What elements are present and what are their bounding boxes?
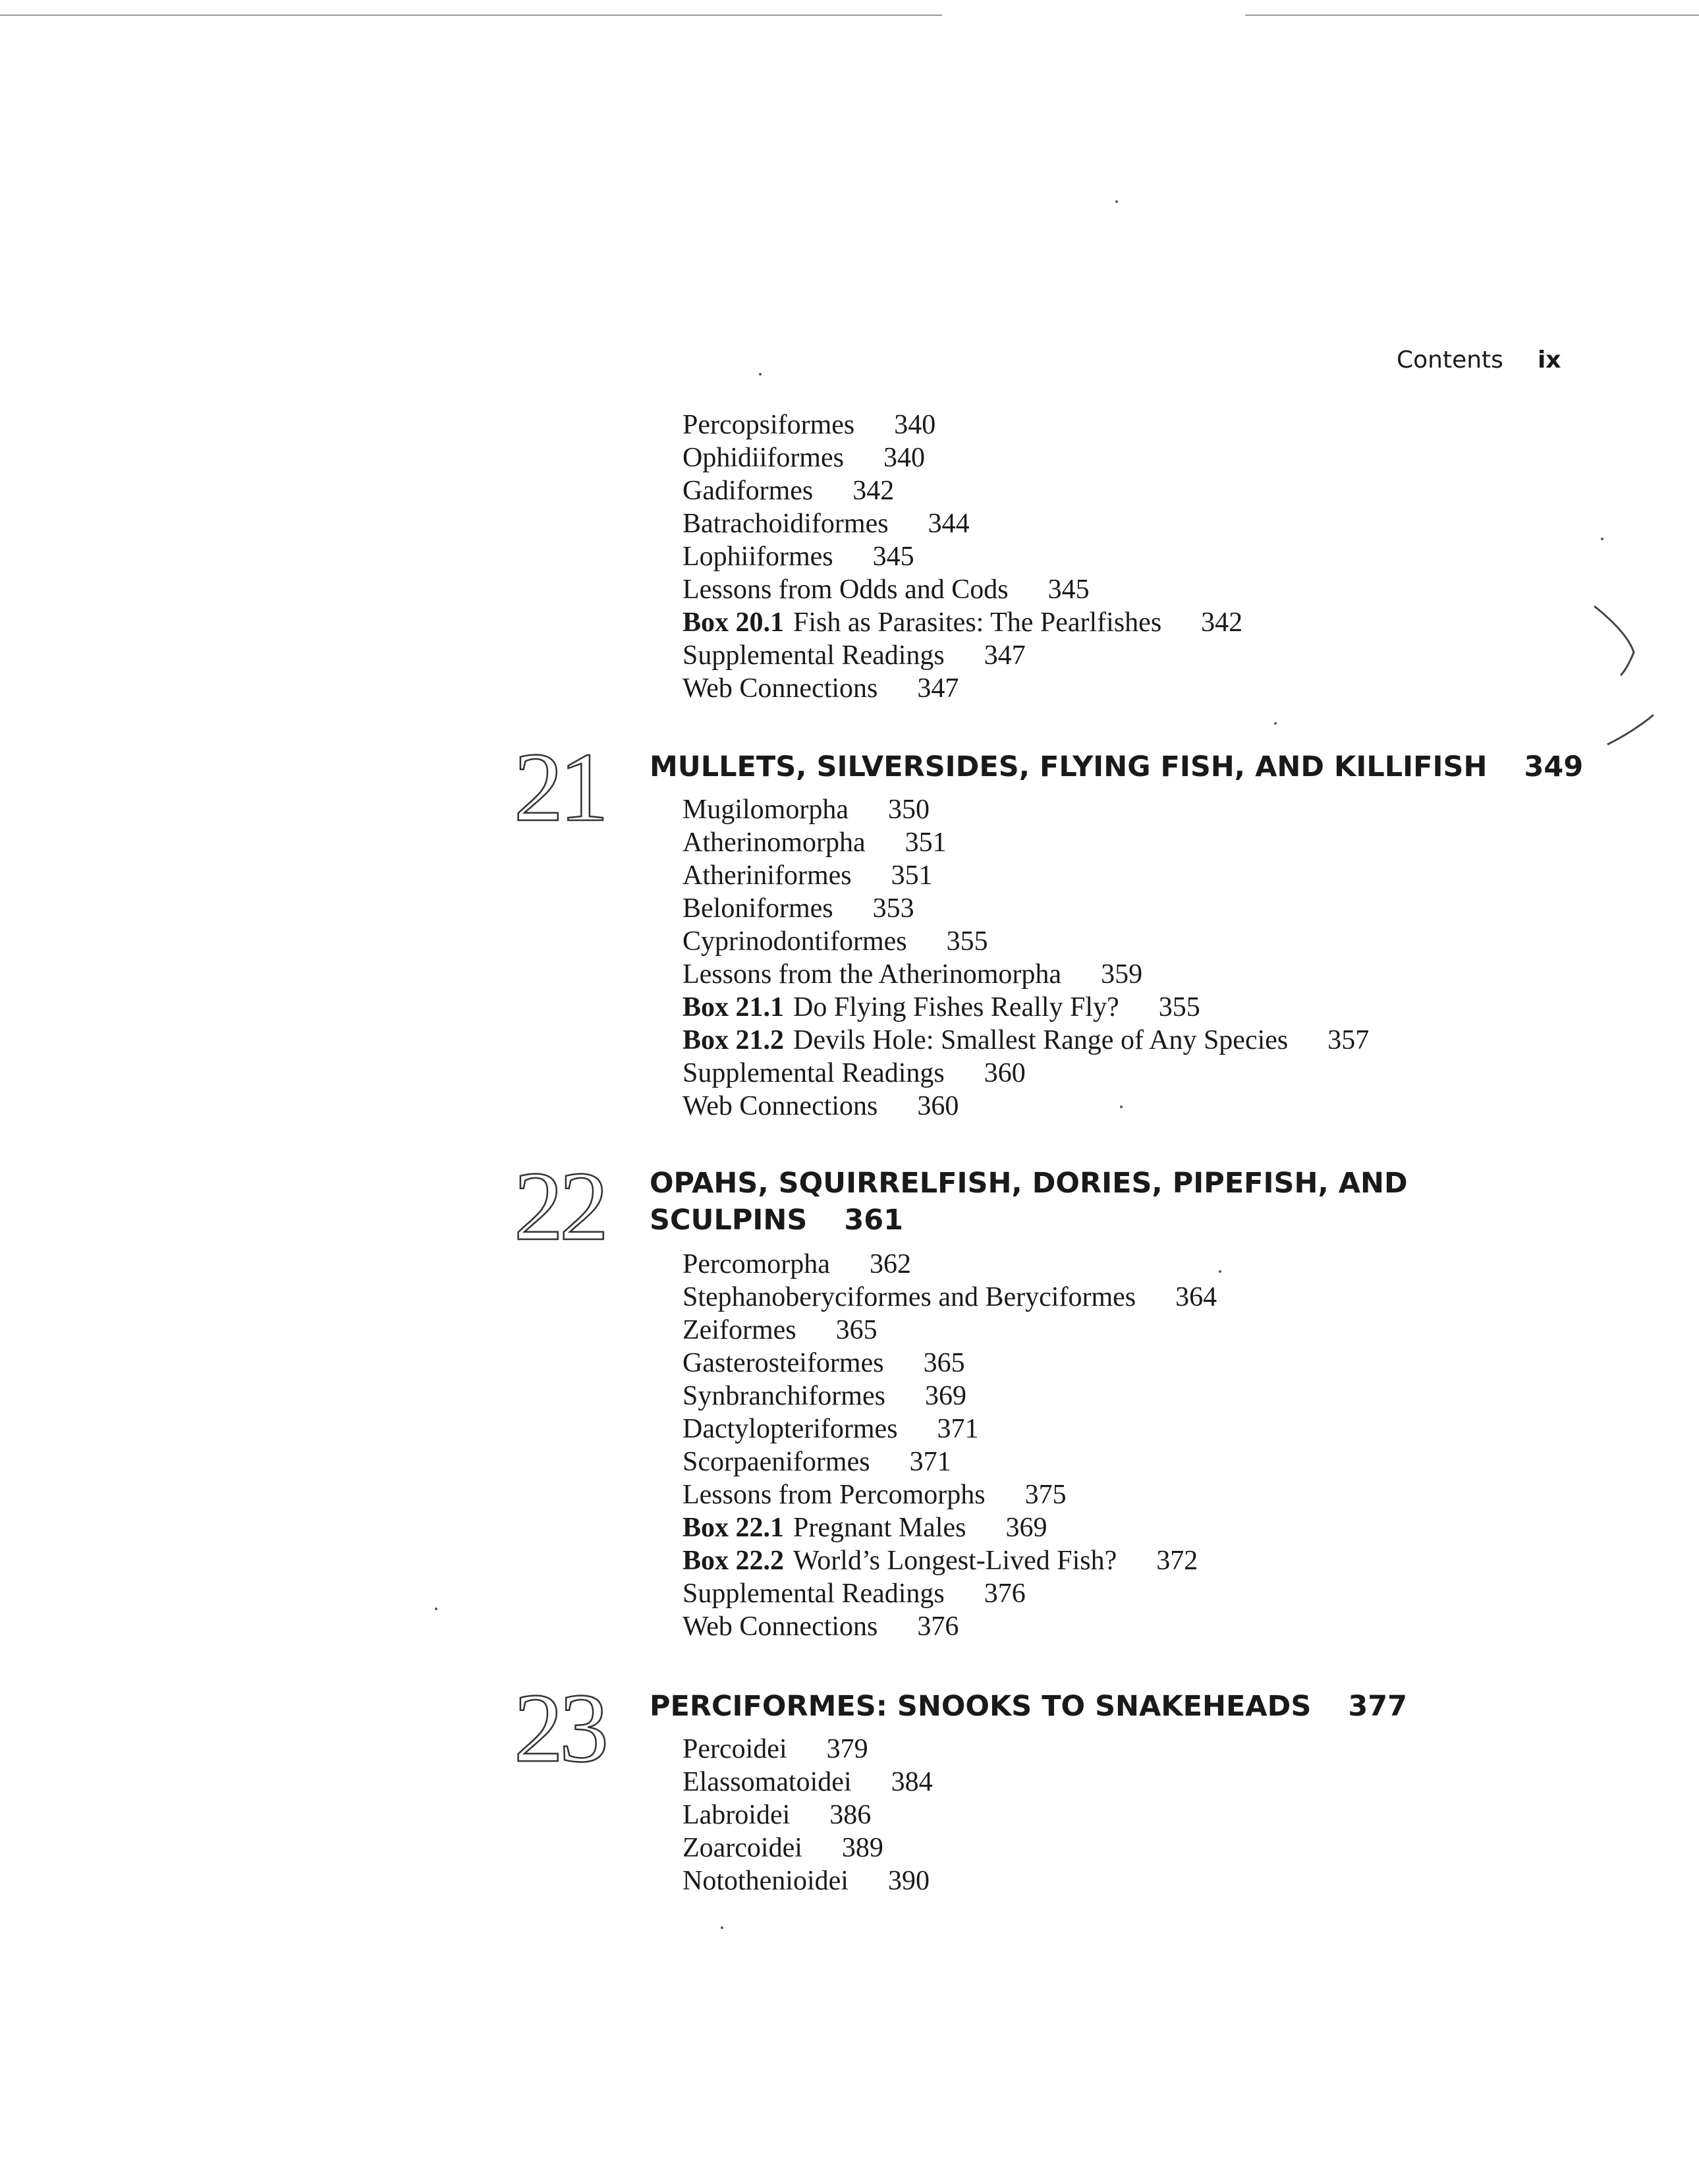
toc-entry: [682, 1864, 933, 1897]
chapter-title-line: OPAHS, SQUIRRELFISH, DORIES, PIPEFISH, AND: [650, 1167, 1408, 1200]
box-label: Box 20.1: [682, 607, 785, 638]
toc-entry: [682, 1577, 1217, 1610]
entry-title: Percoidei: [682, 1734, 787, 1764]
toc-entry: [682, 573, 1242, 606]
entry-page: 375: [1024, 1480, 1067, 1510]
scan-speck: [435, 1608, 437, 1610]
toc-entry: [682, 1248, 1217, 1281]
toc-entry: [682, 1478, 1217, 1511]
toc-entry: [682, 892, 1369, 925]
chapter-title-line: MULLETS, SILVERSIDES, FLYING FISH, AND KILLIFISH: [650, 750, 1488, 783]
entry-page: 340: [883, 443, 925, 473]
toc-entry: [682, 507, 1242, 540]
scan-speck: [1115, 200, 1118, 203]
scan-speck: [1274, 722, 1277, 725]
entry-title: Stephanoberyciformes and Beryciformes: [682, 1282, 1136, 1312]
entry-page: 372: [1156, 1546, 1198, 1576]
toc-entry: [682, 474, 1242, 507]
entry-title: Devils Hole: Smallest Range of Any Species: [793, 1025, 1289, 1055]
entry-title: Pregnant Males: [793, 1513, 966, 1543]
scan-speck: [721, 1926, 723, 1929]
entry-page: 371: [937, 1414, 979, 1444]
page-number: ix: [1537, 347, 1561, 374]
entry-page: 389: [841, 1833, 883, 1863]
box-label: Box 22.1: [682, 1513, 785, 1543]
pencil-mark: [1574, 593, 1667, 764]
entry-page: 355: [1158, 992, 1200, 1022]
entry-title: Lophiiformes: [682, 542, 833, 572]
entry-page: 351: [905, 827, 947, 858]
entry-title: Percomorpha: [682, 1249, 830, 1279]
entry-page: 386: [829, 1800, 872, 1830]
scan-top-rule: [1245, 14, 1699, 16]
box-label: Box 21.1: [682, 992, 785, 1022]
entry-title: Scorpaeniformes: [682, 1447, 870, 1477]
entry-page: 344: [928, 509, 970, 539]
entry-page: 369: [1005, 1513, 1047, 1543]
toc-entry: [682, 1799, 933, 1832]
entry-title: Supplemental Readings: [682, 1579, 945, 1609]
entry-page: 345: [1047, 574, 1090, 605]
toc-entry: [682, 441, 1242, 474]
entry-title: Beloniformes: [682, 893, 833, 924]
toc-entry: [682, 1413, 1217, 1445]
toc-entry: [682, 1347, 1217, 1380]
chapter-page: 377: [1348, 1690, 1408, 1723]
entry-title: Supplemental Readings: [682, 1058, 945, 1088]
toc-box-entry: [682, 1024, 1369, 1057]
chapter-title: [650, 1688, 1407, 1725]
toc-entry: [682, 672, 1242, 705]
entry-title: Percopsiformes: [682, 410, 855, 440]
entry-page: 355: [946, 926, 988, 957]
entry-title: Gadiformes: [682, 476, 814, 506]
toc-entry: [682, 639, 1242, 672]
entry-title: Lessons from Percomorphs: [682, 1480, 986, 1510]
entry-title: Mugilomorpha: [682, 795, 849, 825]
entry-title: Web Connections: [682, 673, 878, 704]
toc-entry: [682, 1766, 933, 1799]
scan-speck: [1120, 1106, 1123, 1108]
entry-page: 359: [1101, 959, 1143, 990]
entry-page: 362: [869, 1249, 911, 1279]
toc-box-entry: [682, 1511, 1217, 1544]
chapter-number: 23: [514, 1673, 605, 1783]
chapter-20-entries: [682, 408, 1242, 705]
toc-entry: [682, 408, 1242, 441]
entry-page: 371: [909, 1447, 951, 1477]
toc-entry: [682, 540, 1242, 573]
entry-title: Zoarcoidei: [682, 1833, 802, 1863]
chapter-page: 361: [844, 1204, 904, 1237]
entry-title: Do Flying Fishes Really Fly?: [793, 992, 1119, 1022]
chapter-title-line: PERCIFORMES: SNOOKS TO SNAKEHEADS: [650, 1690, 1312, 1723]
entry-page: 345: [872, 542, 914, 572]
toc-entry: [682, 826, 1369, 859]
chapter-21-entries: [682, 793, 1369, 1123]
toc-entry: [682, 958, 1369, 991]
entry-title: Zeiformes: [682, 1315, 796, 1345]
chapter-page: 349: [1524, 750, 1584, 783]
toc-box-entry: [682, 606, 1242, 639]
entry-title: Ophidiiformes: [682, 443, 844, 473]
entry-page: 347: [917, 673, 959, 704]
toc-entry: [682, 1057, 1369, 1090]
chapter-title: [650, 748, 1583, 785]
scan-speck: [1601, 538, 1603, 540]
entry-title: Web Connections: [682, 1611, 878, 1642]
running-head: [1397, 347, 1561, 374]
toc-entry: [682, 1733, 933, 1766]
entry-title: Lessons from the Atherinomorpha: [682, 959, 1062, 990]
scan-top-rule: [0, 14, 942, 16]
entry-title: Web Connections: [682, 1091, 878, 1121]
entry-title: Labroidei: [682, 1800, 791, 1830]
chapter-22-entries: [682, 1248, 1217, 1643]
toc-entry: [682, 1832, 933, 1864]
entry-page: 376: [917, 1611, 959, 1642]
entry-title: Atheriniformes: [682, 860, 852, 891]
entry-page: 342: [852, 476, 895, 506]
scan-speck: [759, 373, 762, 376]
toc-entry: [682, 1610, 1217, 1643]
entry-page: 365: [835, 1315, 877, 1345]
box-label: Box 22.2: [682, 1546, 785, 1576]
toc-entry: [682, 1090, 1369, 1123]
entry-title: World’s Longest-Lived Fish?: [793, 1546, 1117, 1576]
entry-page: 350: [887, 795, 930, 825]
entry-page: 379: [826, 1734, 868, 1764]
toc-entry: [682, 859, 1369, 892]
entry-page: 376: [984, 1579, 1026, 1609]
entry-page: 353: [872, 893, 914, 924]
entry-page: 351: [891, 860, 933, 891]
entry-page: 340: [894, 410, 936, 440]
toc-box-entry: [682, 991, 1369, 1024]
toc-entry: [682, 1380, 1217, 1413]
scan-speck: [1219, 1270, 1221, 1273]
toc-entry: [682, 1445, 1217, 1478]
entry-page: 357: [1327, 1025, 1370, 1055]
entry-title: Synbranchiformes: [682, 1381, 885, 1411]
chapter-number: 22: [514, 1152, 605, 1261]
toc-entry: [682, 1281, 1217, 1314]
entry-title: Notothenioidei: [682, 1866, 849, 1896]
toc-entry: [682, 793, 1369, 826]
entry-page: 369: [924, 1381, 966, 1411]
entry-title: Gasterosteiformes: [682, 1348, 884, 1378]
entry-title: Lessons from Odds and Cods: [682, 574, 1009, 605]
entry-title: Elassomatoidei: [682, 1767, 852, 1797]
entry-page: 384: [891, 1767, 933, 1797]
toc-box-entry: [682, 1544, 1217, 1577]
entry-page: 360: [984, 1058, 1026, 1088]
box-label: Box 21.2: [682, 1025, 785, 1055]
entry-title: Supplemental Readings: [682, 640, 945, 671]
entry-title: Cyprinodontiformes: [682, 926, 907, 957]
entry-page: 364: [1175, 1282, 1217, 1312]
entry-page: 365: [923, 1348, 965, 1378]
toc-entry: [682, 1314, 1217, 1347]
entry-page: 390: [887, 1866, 930, 1896]
chapter-title-line: SCULPINS: [650, 1204, 808, 1237]
chapter-23-entries: [682, 1733, 933, 1897]
entry-page: 342: [1201, 607, 1243, 638]
chapter-title: [650, 1165, 1408, 1239]
toc-entry: [682, 925, 1369, 958]
running-head-label: Contents: [1397, 347, 1503, 374]
chapter-number: 21: [514, 733, 605, 842]
entry-title: Dactylopteriformes: [682, 1414, 898, 1444]
entry-page: 360: [917, 1091, 959, 1121]
entry-title: Atherinomorpha: [682, 827, 866, 858]
entry-title: Fish as Parasites: The Pearlfishes: [793, 607, 1162, 638]
entry-page: 347: [984, 640, 1026, 671]
entry-title: Batrachoidiformes: [682, 509, 889, 539]
